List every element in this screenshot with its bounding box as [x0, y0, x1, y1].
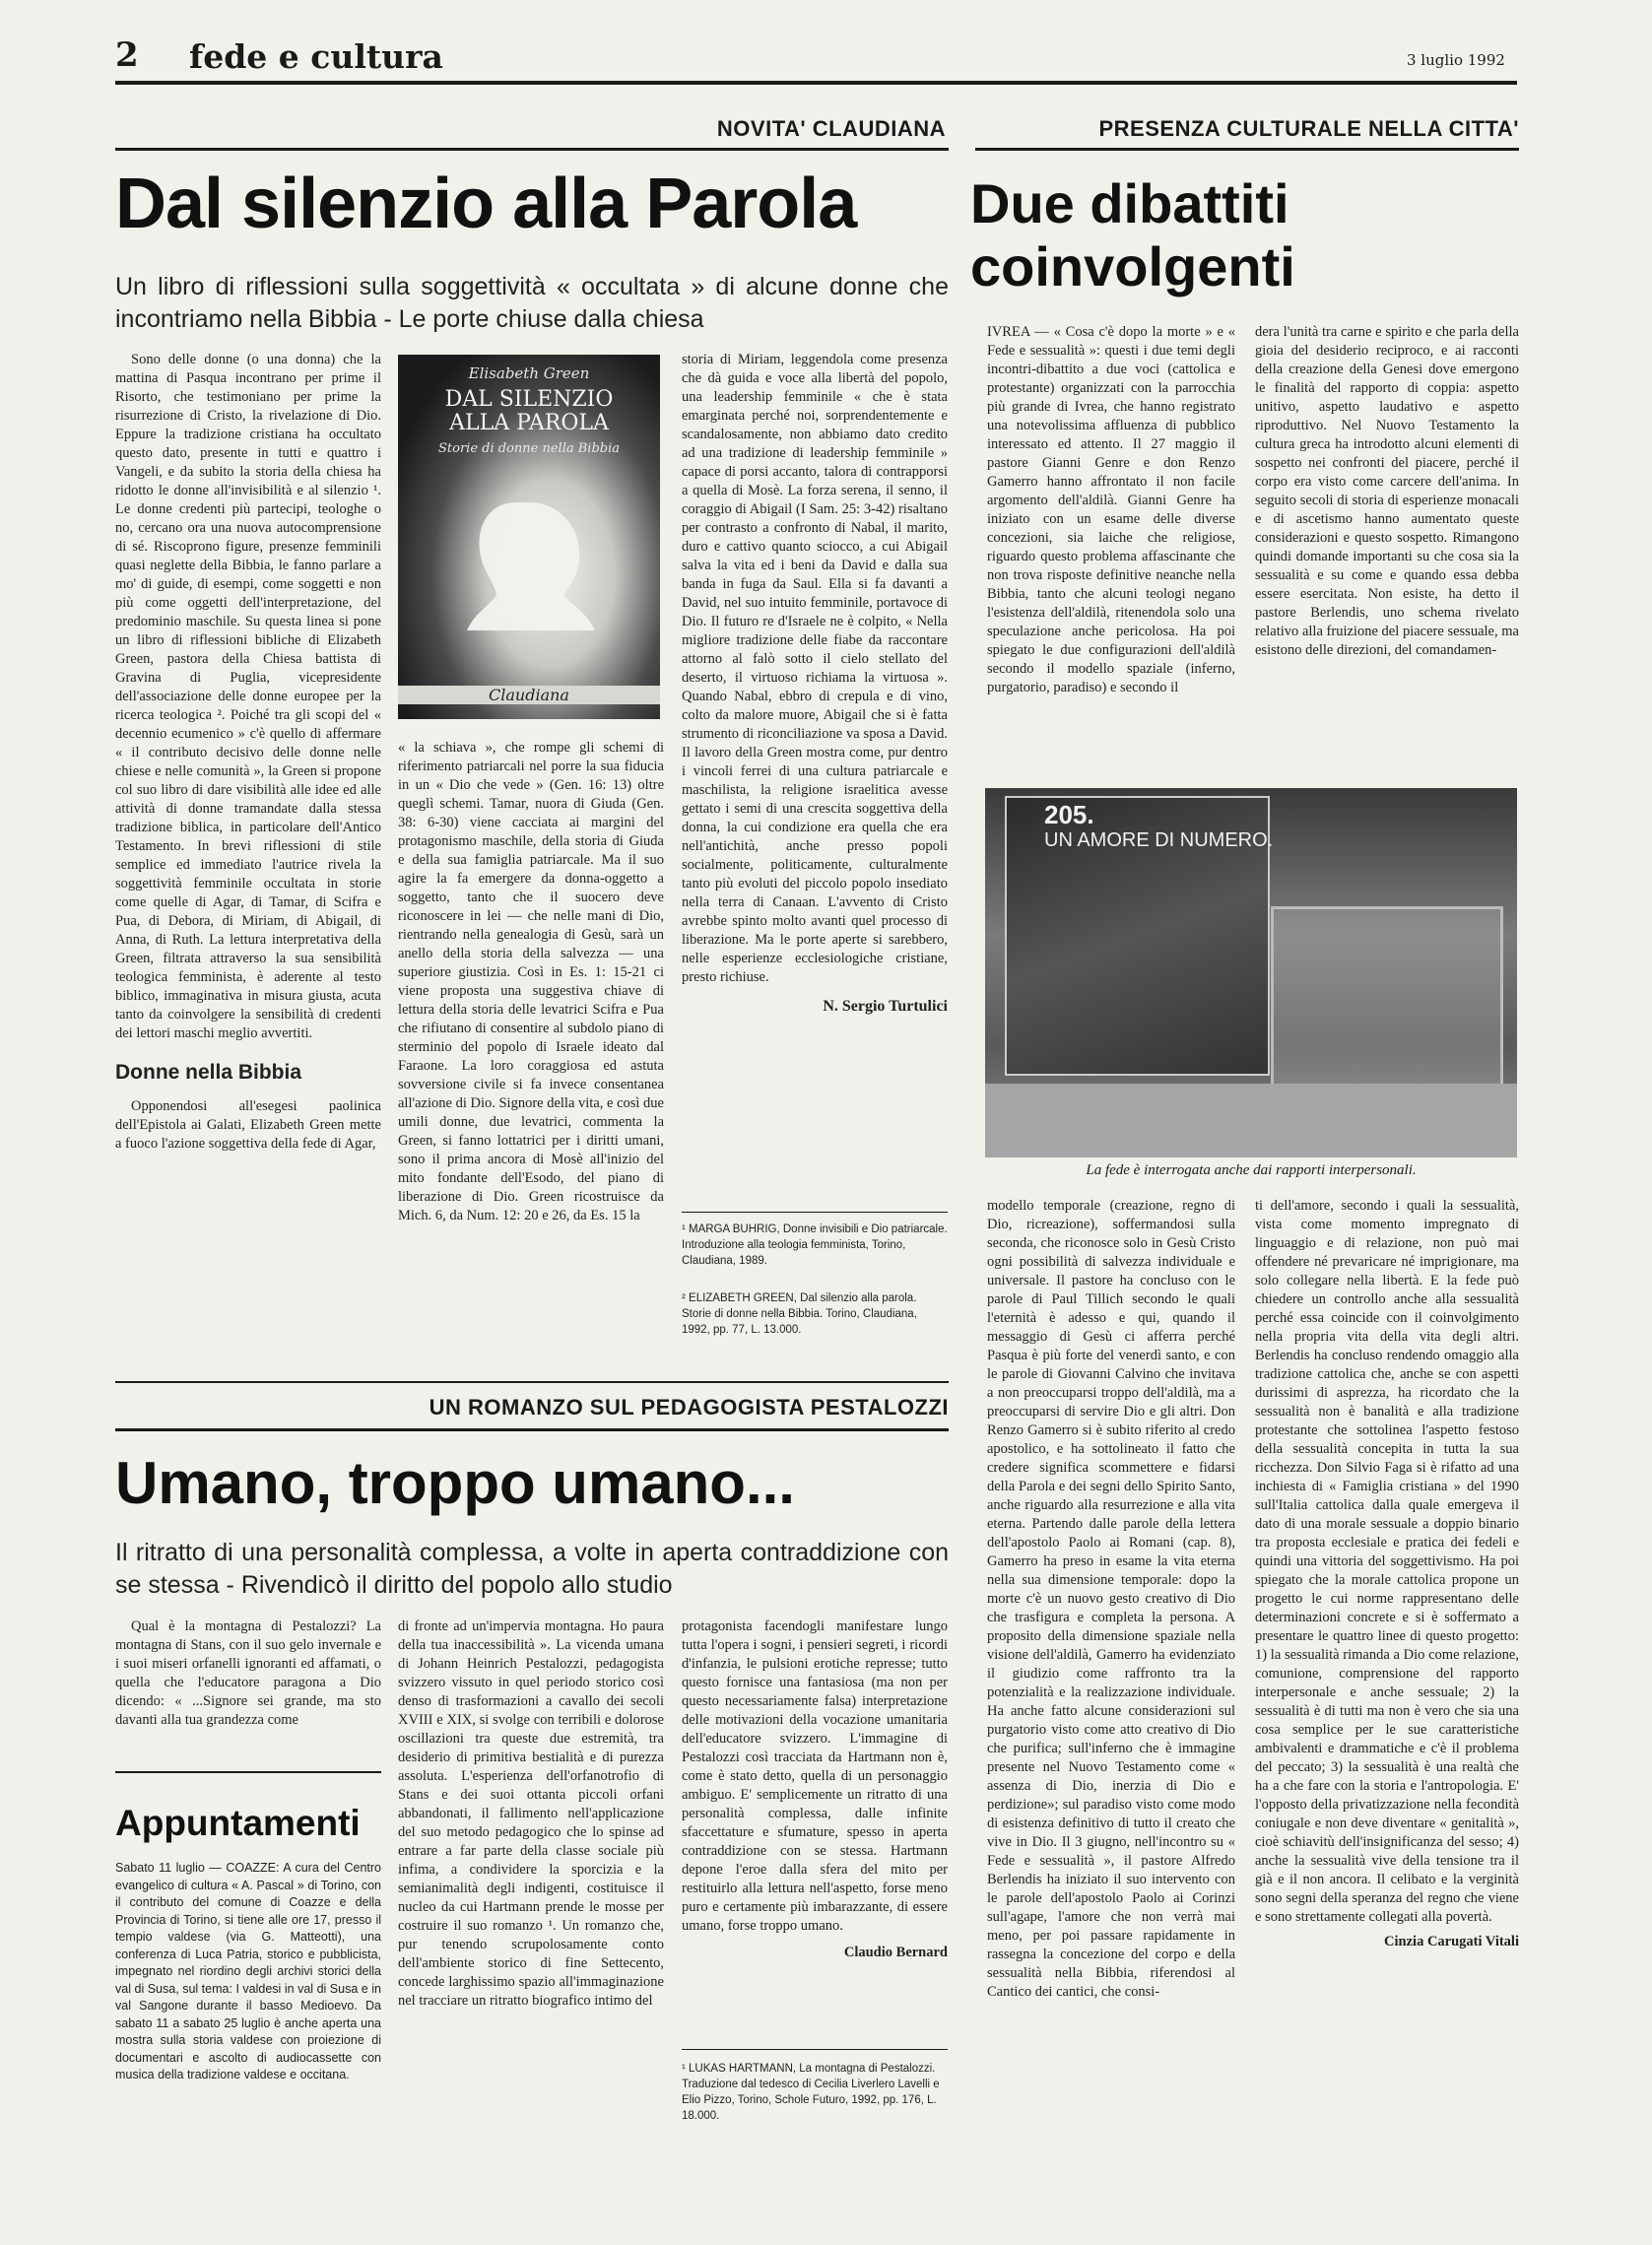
article3-subtitle: Il ritratto di una personalità complessa, a volte in aperta contraddizione con se stessa - Rivendicò il diritto del popolo allo studio: [115, 1539, 949, 1599]
article3-title: Umano, troppo umano...: [115, 1450, 795, 1516]
article2-col4-text: ti dell'amore, secondo i quali la sessualità, vista come momento impregnato di linguaggio e di relazione, non può mai offendere né prevaricare né imprigionare, ma solo collegare nella libertà. E la fede può chiedere un controllo anche alla sessualità perché essa coincide con il coinvolgimento nella propria vita della vita degli altri. Berlendis ha concluso rendendo omaggio alla tradizione cattolica che, anche se con aspetti durissimi di asprezza, ha ricordato che la sessualità non è banalità e alla tradizione protestante che sottolinea l'aspetto festoso della sessualità concepita in tutta la sua ricchezza. Don Silvio Faga si è rifatto ad una inchiesta di « Famiglia cristiana » del 1990 sull'Italia cattolica dalla quale emergeva il dato di una morale sessuale a doppio binario tra proposta ecclesiale e pratica dei fedeli e quindi una vittoria del soggettivismo. Ha poi spiegato che la morale cattolica propone un progetto le cui norme rappresentano delle determinazioni concrete e si è soffermato a presentare le quattro linee di questo progetto: 1) la sessualità rimanda a Dio come relazione, comunione, comprensione del rapporto interpersonale e anche sessuale; 2) la sessualità è di tutti ma non è vero che sia una cosa semplice per le sue caratteristiche ambivalenti e drammatiche e c'è il problema del peccato; 3) la sessualità è una realtà che ha a che fare con la storia e l'antropologia. E' l'opposto della privatizzazione nella fecondità coniugale e non deve diventare « genitalità », cioè schiavitù dell'insignificanza del sesso; 4) anche la sessualità vive della tensione tra il già e il non ancora. Il celibato e la verginità sono segni della speranza del regno che viene e sono strettamente collegati alla povertà.: [1255, 1198, 1519, 1925]
woman-silhouette-icon: [398, 355, 660, 719]
masthead-rule: [115, 81, 1517, 85]
photo-caption: La fede è interrogata anche dai rapporti interpersonali.: [1086, 1162, 1417, 1178]
article1-signature: N. Sergio Turtulici: [823, 998, 948, 1015]
article1-col2-text: « la schiava », che rompe gli schemi di riferimento patriarcali nel porre la sua fiducia in un « Dio che vede » (Gen. 16: 13) oltre queglì schemi. Tamar, nuora di Giuda (Gen. 38: 6-30) viene cacciata ai margini del protagonismo maschile, della storia di Giuda e della sua famiglia patriarcale. Ma il suo agire la fa emergere da donna-oggetto a soggetto, tanto che il suocero deve riconoscere in lei — che nelle mani di Dio, rientrando nella genealogia di Gesù, sarà un anello della storia della salvezza — una superiore giustizia. Così in Es. 1: 15-21 ci viene proposta una suggestiva chiave di lettura della storia delle levatrici Scifra e Pua che rifiutano di consentire al subdolo piano di sterminio del popolo di Israele ideato dal Faraone. La loro coraggiosa ed astuta sovversione civile si fa invece consentanea all'azione di Dio. Signore della vita, e così due umili donne, due levatrici, commenta la Green, si fanno lottatrici per i diritti umani, sono il prima ancora di Mosè all'inizio del mito fondante dell'Esodo, del piano di liberazione di Dio. Green ricostruisce da Mich. 6, da Num. 12: 20 e 26, da Es. 15 la: [398, 740, 664, 1223]
book-cover-author: Elisabeth Green: [468, 364, 590, 382]
appuntamenti-title: Appuntamenti: [115, 1803, 361, 1843]
section-title: fede e cultura: [189, 37, 443, 76]
article2-col3: [987, 1197, 1235, 2093]
article3-col3: [682, 1618, 948, 2016]
article3-col3-text: protagonista facendogli manifestare lungo tutta l'opera i sogni, i pensieri segreti, i ricordi d'infanzia, le pulsioni erotiche represse; tutto questo fornisce una fantasiosa (ma non per questo necessariamente falsa) interpretazione delle motivazioni della vocazione umanitaria dell'educatore svizzero. L'immagine di Pestalozzi così tracciata da Hartmann non è, come è stato detto, quella di un personaggio ambiguo. E' semplicemente un ritratto di una personalità complessa, dalle infinite sfaccettature e sfumature, spesso in aperta contraddizione con se stessa. Hartmann depone l'eroe dalla sfera del mito per restituirlo alla lettura nell'aspetto, forse meno puro e certamente più imbarazzante, di essere umano, forse troppo umano.: [682, 1618, 948, 1934]
article2-col2: [1255, 323, 1519, 776]
page-number: 2: [115, 35, 139, 75]
lower-section-rule: [115, 1381, 949, 1383]
article1-col1-tail: Opponendosi all'esegesi paolinica dell'Epistola ai Galati, Elizabeth Green mette a fuoco l'azione soggettiva della fede di Agar,: [115, 1098, 381, 1152]
article3-signature: Claudio Bernard: [843, 1945, 948, 1960]
article2-col2-text: dera l'unità tra carne e spirito e che parla della gioia del desiderio reciproco, e ai racconti della creazione della Genesi dove emergono le finalità del rapporto di coppia: aspetto unitivo, aspetto laudativo e aspetto riproduttivo. Nel Nuovo Testamento la cultura greca ha introdotto alcuni elementi di sospetto nei confronti del piacere, perché il corpo era visto come carcere dell'anima. In seguito secoli di storia di esperienze monacali e di ascetismo hanno aumentato queste considerazioni e questo sospetto. Rimangono quindi domande importanti su che cosa sia la sessualità e su come e quando essa debba essere esercitata. Non esiste, ha detto il pastore Berlendis, uno schema rivelato relativo alla fruizione del piacere sessuale, ma esistono delle direzioni, del comandamen-: [1255, 324, 1519, 658]
article3-footnote: ¹ LUKAS HARTMANN, La montagna di Pestalozzi. Traduzione dal tedesco di Cecilia Liverlero Lavelli e Elio Pizzo, Torino, Schole Futuro, 1992, pp. 176, L. 18.000.: [682, 2063, 940, 2122]
book-cover-publisher: Claudiana: [398, 686, 660, 704]
photo-ground: [985, 1084, 1517, 1157]
article1-subtitle: Un libro di riflessioni sulla soggettività « occultata » di alcune donne che incontriamo nella Bibbia - Le porte chiuse dalla chiesa: [115, 273, 949, 333]
article3-footnote-rule: [682, 2049, 948, 2050]
book-cover-title: DAL SILENZIO ALLA PAROLA: [444, 387, 614, 435]
article1-footnote-1: ¹ MARGA BUHRIG, Donne invisibili e Dio patriarcale. Introduzione alla teologia femminista, Torino, Claudiana, 1989.: [682, 1223, 948, 1267]
article2-col4: [1255, 1197, 1519, 2093]
article2-title-line1: Due dibattiti: [970, 172, 1289, 234]
article2-col1-text: IVREA — « Cosa c'è dopo la morte » e « Fede e sessualità »: questi i due temi degli incontri-dibattito a due voci (cattolica e protestante) organizzati con la parrocchia più grande di Ivrea, che hanno registrato una notevolissima affluenza di pubblico interessato ed attento. Il 27 maggio il pastore Gianni Genre e don Renzo Gamerro hanno affrontato il non facile argomento dell'aldilà. Gianni Genre ha iniziato con un esame delle diverse concezioni, sia laiche che religiose, riguardo questo problema affascinante che non trova risposte definitive neanche nella Bibbia, tanto che alcuni teologi negano l'esistenza dell'aldilà, ritenendola solo una speculazione anche pericolosa. Ha poi spiegato le due configurazioni dell'aldilà secondo il modello spaziale (inferno, purgatorio, paradiso) e secondo il: [987, 324, 1235, 695]
article2-kicker: PRESENZA CULTURALE NELLA CITTA': [1098, 116, 1519, 141]
article1-col3: [682, 351, 948, 1208]
article3-col2-text: di fronte ad un'impervia montagna. Ho paura della tua inaccessibilità ». La vicenda umana di Johann Heinrich Pestalozzi, pedagogista svizzero vissuto in quel periodo storico così denso di trasformazioni a cavallo dei secoli XVIII e XIX, si svolge con terribili e dolorose oscillazioni tra queste due estremità, tra desiderio di primitiva bestialità e di purezza assoluta. L'esperienza dell'orfanotrofio di Stans e dei suoi ottanta piccoli orfani abbandonati, il fallimento nell'applicazione del suo metodo pedagogico che lo spinse ad entrare a far parte della classe sociale più infima, a condividere la sporcizia e la semianimalità degli indigenti, costituisce il nucleo da cui Hartmann prende le mosse per costruire il suo romanzo ¹. Un romanzo che, pur tenendo scrupolosamente conto dell'ambiente storico di fine Settecento, concede larghissimo spazio all'immaginazione nel tracciare un ritratto biografico intimo del: [398, 1618, 664, 2009]
article1-col1-heading: Donne nella Bibbia: [115, 1061, 302, 1084]
bus-stop-photo: [985, 788, 1517, 1157]
article2-col1: [987, 323, 1235, 776]
article1-kicker-rule: [115, 148, 949, 151]
photo-sign-slogan: UN AMORE DI NUMERO.: [1044, 829, 1274, 851]
appuntamenti-text: Sabato 11 luglio — COAZZE: A cura del Centro evangelico di cultura « A. Pascal » di Torino, con il contributo del comune di Coazze e della Provincia di Torino, si tiene alle ore 17, presso il tempio valdese (via G. Matteotti), una conferenza di Luca Patria, storico e pubblicista, impegnato nel riordino degli archivi storici della val di Susa, sul tema: I valdesi in val di Susa e in val Sangone durante il basso Medioevo. Da sabato 11 a sabato 25 luglio è anche aperta una mostra sulla storia valdese con proiezione di documentari e ascolto di audiocassette con musica della tradizione valdese e occitana.: [115, 1861, 381, 2081]
article3-col2: [398, 1618, 664, 2100]
article3-kicker: UN ROMANZO SUL PEDAGOGISTA PESTALOZZI: [429, 1395, 949, 1420]
article1-col1: [115, 351, 381, 1365]
book-cover-subtitle: Storie di donne nella Bibbia: [437, 441, 620, 456]
article3-col1-text: Qual è la montagna di Pestalozzi? La montagna di Stans, con il suo gelo invernale e i suoi miseri orfanelli ignoranti ed affamati, o quella che l'educatore paragona a Dio dicendo: « ...Signore sei grande, ma sto davanti alla tua grandezza come: [115, 1618, 381, 1728]
article1-col2: [398, 739, 664, 1365]
article2-title-line2: coinvolgenti: [970, 235, 1295, 297]
article1-footnote-rule: [682, 1212, 948, 1213]
article1-footnote-2: ² ELIZABETH GREEN, Dal silenzio alla parola. Storie di donne nella Bibbia. Torino, Claudiana, 1992, pp. 77, L. 13.000.: [682, 1292, 917, 1336]
article1-col3-text: storia di Miriam, leggendola come presenza che dà guida e voce alla libertà del popolo, una leadership femminile « che è stata emarginata perché noi, sorprendentemente e scandalosamente, non abbiamo dato credito ad una tradizione di leadership femminile » capace di porsi accanto, talora di contrapporsi a quella di Mosè. La forza serena, il senno, il coraggio di Abigail (I Sam. 25: 3-42) risaltano per contrasto a confronto di Nabal, il marito, duro e cattivo quanto sciocco, a cui Abigail salva la vita ed i beni da David e dalla sua banda in fuga da Saul. Ella si fa davanti a David, nel suo intuito femminile, portavoce di Dio. Il futuro re d'Israele ne è colpito, « Nella migliore tradizione delle fiabe da raccontare attorno al falò sotto il cielo stellato del deserto, il virtuoso richiama la virtuosa ». Quando Nabal, ebbro di crepula e di vino, colto da malore muore, Abigail che si è fatta strumento di riconciliazione va sposa a David. Il lavoro della Green mostra come, pur dentro i vincoli ferrei di una cultura patriarcale e maschilista, la religione israelitica avesse gettato i semi di una crescita soggettiva della donna, la cui condizione era quella che era nell'antichità, anche presso popoli socialmente, politicamente, culturalmente tanto più evoluti del piccolo popolo insediato nella terra di Canaan. L'avvento di Cristo avrebbe spinto molto avanti quel processo di liberazione. Ma le porte aperte si sarebbero, nelle esperienze ecclesiologiche cristiane, presto richiuse.: [682, 352, 948, 985]
article2-col3-text: modello temporale (creazione, regno di Dio, ricreazione), soffermandosi sulla seconda, che riconosce solo in Gesù Cristo ogni possibilità di salvezza individuale e universale. Il pastore ha concluso con le parole di Paul Tillich secondo le quali l'eternità è adesso e qui, quando il messaggio di Gesù ci afferra perché Pasqua è più forte del venerdì santo, e con le parole di Giovanni Calvino che invitava a non preoccuparsi troppo dell'aldilà, ma a preoccuparsi di servire Dio e gli altri. Don Renzo Gamerro si è subito riferito al credo apostolico, e ha sottolineato il fatto che credere significa scommettere e fidarsi della Parola e dei segni dello Spirito Santo, anche riguardo alla resurrezione e alla vita eterna. Partendo dalle parole della lettera dell'apostolo Paolo ai Romani (cap. 8), Gamerro ha preso in esame la vita eterna nella sua dimensione temporale: dopo la morte c'è un nuovo gesto creativo di Dio che trasfigura e completa la persona. A proposito della dimensione spaziale nella visione dell'aldilà, Gamerro ha evidenziato il giudizio come raffronto tra la potenzialità e la realizzazione individuale. Ha anche fatto alcune considerazioni sul purgatorio visto come atto creativo di Dio che purifica; sull'inferno che è immagine presente nel Nuovo Testamento come « assenza di Dio, inerzia di Dio e perdizione»; sul paradiso visto come modo di esistenza definitivo di tutto il creato che vive in Dio. Il 3 giugno, nell'incontro su « Fede e sessualità », il pastore Alfredo Berlendis ha iniziato il suo intervento con le parole dell'apostolo Paolo ai Corinzi sull'agape, l'amore che non verrà mai meno, per poi passare rapidamente in rassegna la concezione del corpo e della sessualità nella Bibbia, riferendosi al Cantico dei cantici, che consi-: [987, 1198, 1235, 2000]
article1-title: Dal silenzio alla Parola: [115, 165, 857, 243]
photo-sign-number: 205.: [1044, 800, 1094, 829]
book-cover-image: [398, 355, 660, 719]
article2-signature: Cinzia Carugati Vitali: [1384, 1934, 1519, 1949]
article3-kicker-rule: [115, 1428, 949, 1431]
article1-col1-text: Sono delle donne (o una donna) che la mattina di Pasqua incontrano per prime il Risorto, che testimoniano per prime la risurrezione di Cristo, la rivelazione di Dio. Eppure la tradizione cristiana ha occultato questo dato, presente in tutti e quattro i Vangeli, e da subito la storia della chiesa ha ridotto le donne all'invisibilità e al silenzio ¹. Le donne credenti più partecipi, teologhe o no, cercano ora una nuova autocomprensione di sé. Riscoprono figure, presenze femminili quasi neglette della Bibbia, le fanno parlare a mo' di guide, di esempi, come soggetti e non più come oggetti dell'interpretazione, del predominio maschile. Su questa linea si pone un libro di riflessioni bibliche di Elizabeth Green, pastora della Chiesa battista di Gravina di Puglia, vicepresidente dell'associazione delle donne europee per la ricerca teologica ². Poiché tra gli scopi del « decennio ecumenico » c'è quello di affermare « il contributo decisivo delle donne nelle chiese e nelle comunità », la Green si propone col suo libro di dare visibilità alle idee ed alle attività di donne tramandate dalla stessa tradizione biblica, in particolare dell'Antico Testamento. In brevi riflessioni di stile semplice ed immediato l'autrice rivela la soggettività femminile occultata in storie come quelle di Agar, di Tamar, di Scifra e Pua, di Debora, di Miriam, di Abigail, di Anna, di Ruth. La lettura interpretativa della Green, filtrata attraverso la sua sensibilità teologica femminista, è aderente al testo biblico, immaginativa in misura giusta, acuta tanto da coinvolgere la sensibilità di credenti dei lettori maschi meglio avvertiti.: [115, 352, 381, 1041]
photo-shelter: [1271, 906, 1503, 1109]
appuntamenti-rule: [115, 1771, 381, 1773]
issue-date: 3 luglio 1992: [1407, 51, 1505, 69]
article1-kicker: NOVITA' CLAUDIANA: [716, 116, 946, 141]
article3-col1: [115, 1618, 381, 1765]
article2-kicker-rule: [975, 148, 1519, 151]
